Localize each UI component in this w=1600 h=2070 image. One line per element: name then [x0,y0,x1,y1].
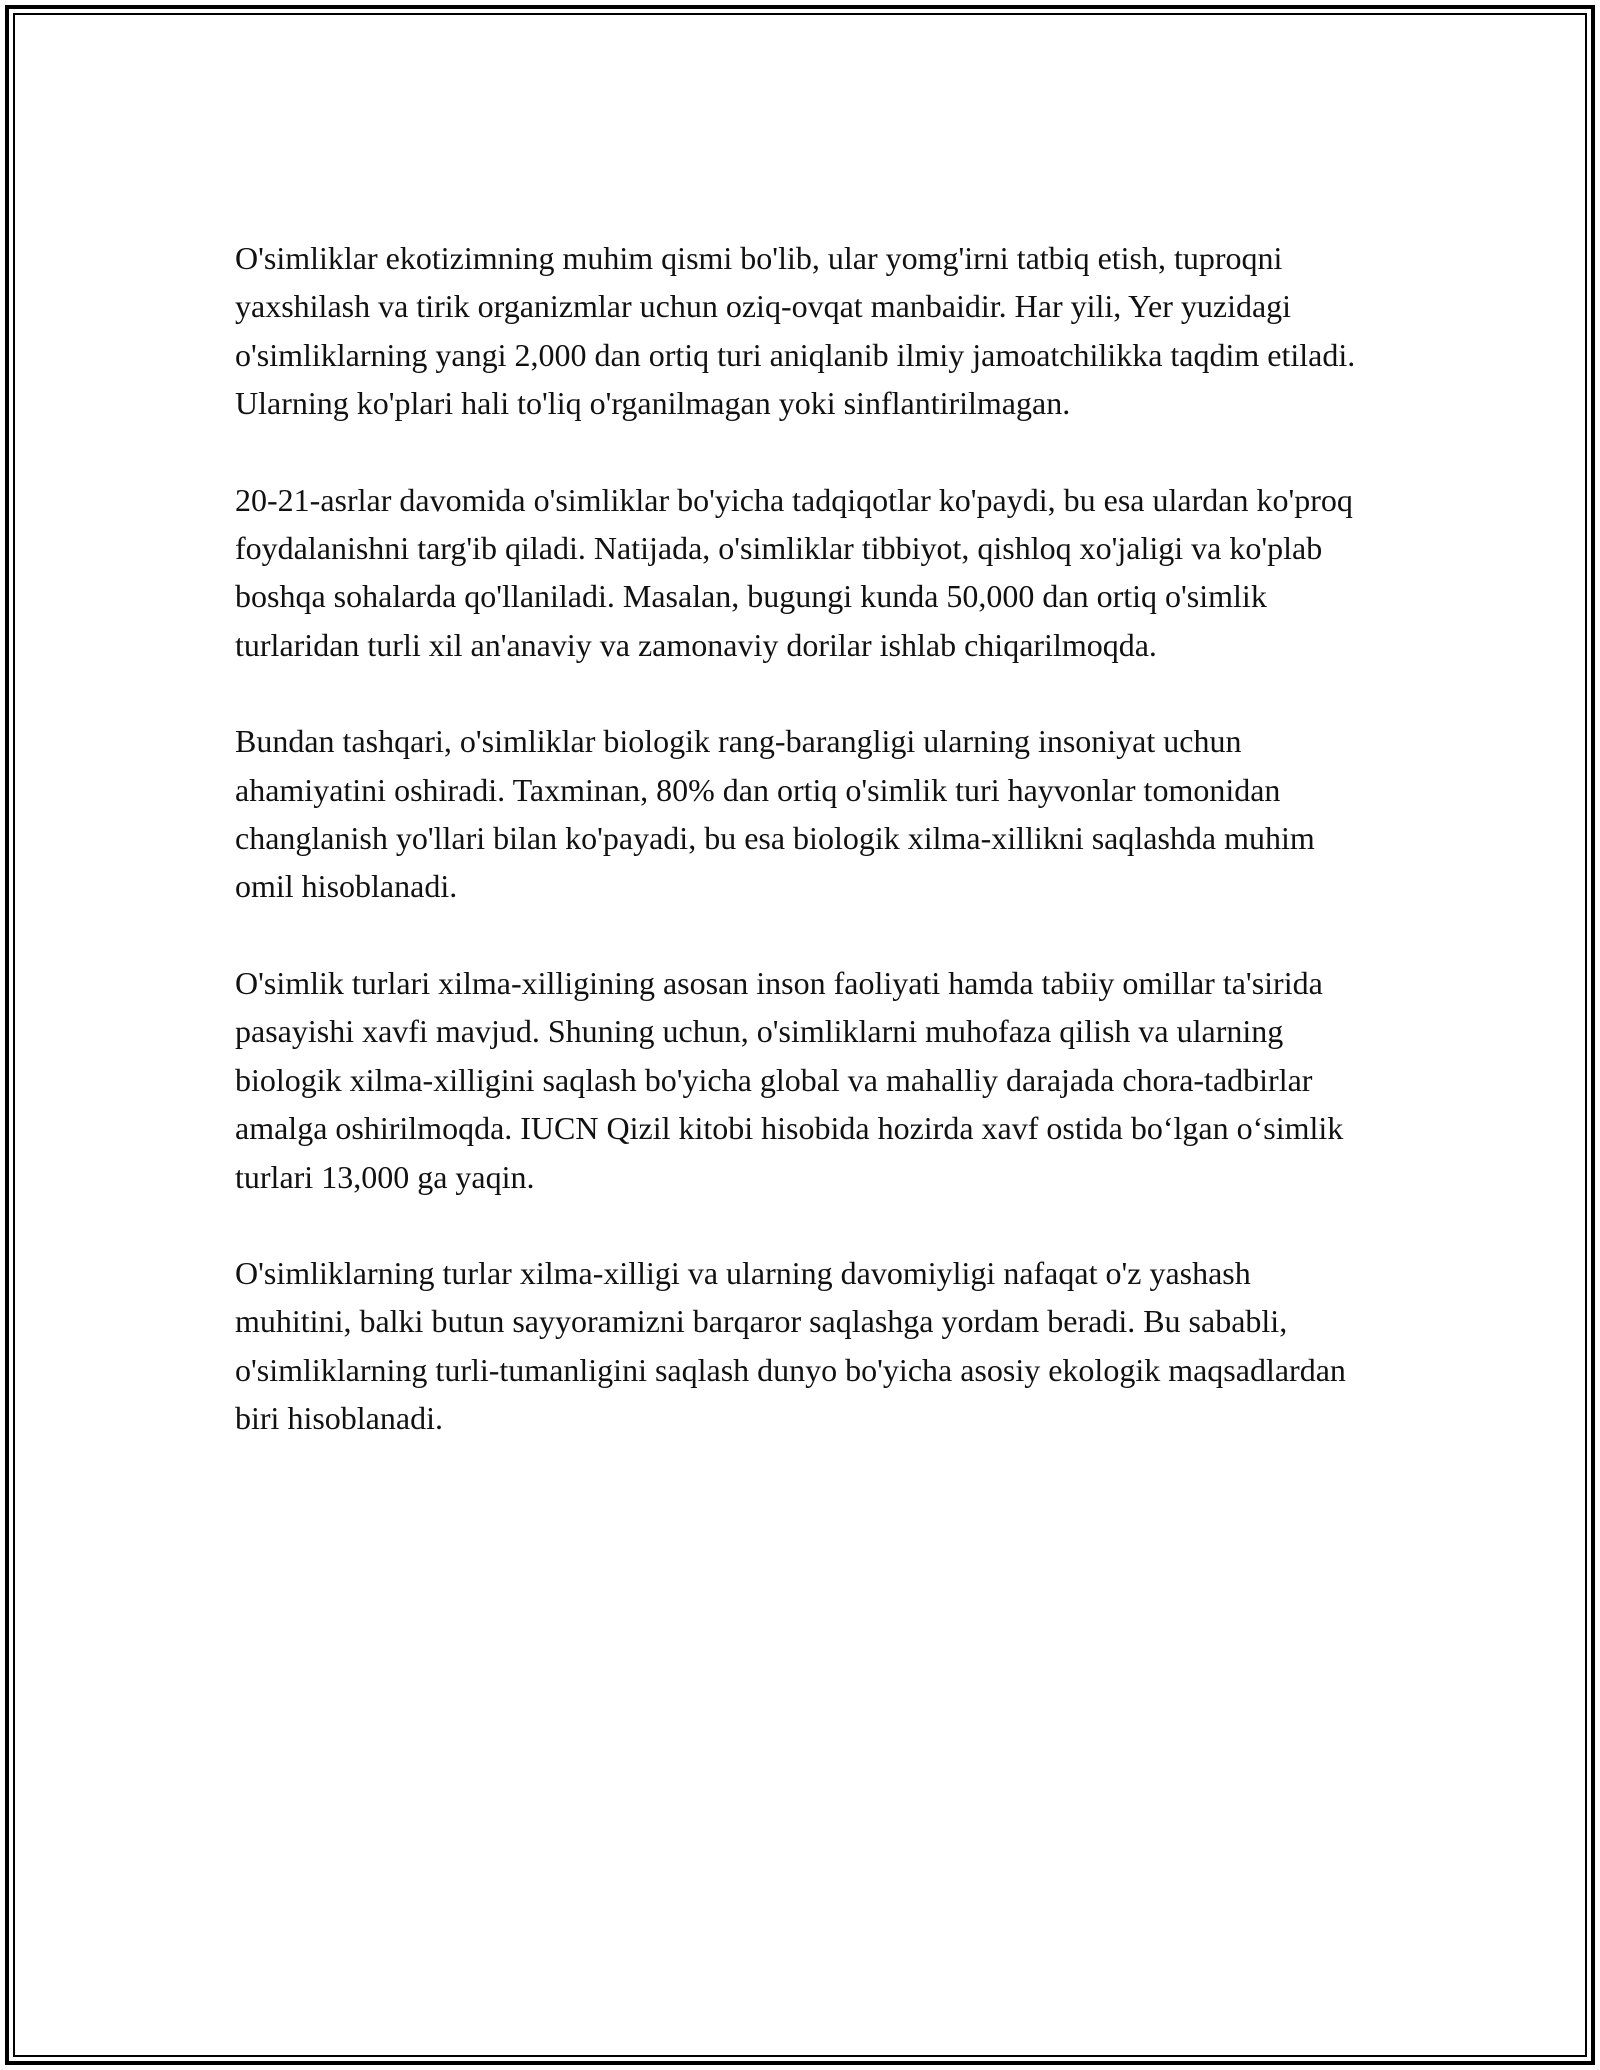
paragraph-5: O'simliklarning turlar xilma-xilligi va ularning davomiyligi nafaqat o'z yashash muhitini, balki butun sayyoramizni barqaror saqlashga yordam beradi. Bu sababli, o'simliklarning turli-tumanligini saqlash dunyo bo'yicha asosiy ekologik maqsadlardan biri hisoblanadi. [235,1254,1346,1437]
paragraph-1: O'simliklar ekotizimning muhim qismi bo'lib, ular yomg'irni tatbiq etish, tuproqni yaxshilash va tirik organizmlar uchun oziq-ovqat manbaidir. Har yili, Yer yuzidagi o'simliklarning yangi 2,000 dan ortiq turi aniqlanib ilmiy jamoatchilikka taqdim etiladi. Ularning ko'plari hali to'liq o'rganilmagan yoki sinflantirilmagan. [235,240,1356,422]
paragraph-4: O'simlik turlari xilma-xilligining asosan inson faoliyati hamda tabiiy omillar ta'sirida pasayishi xavfi mavjud. Shuning uchun, o'simliklarni muhofaza qilish va ularning biologik xilma-xilligini saqlash bo'yicha global va mahalliy darajada chora-tadbirlar amalga oshirilmoqda. IUCN Qizil kitobi hisobida hozirda xavf ostida bo‘lgan o‘simlik turlari 13,000 ga yaqin. [235,964,1344,1195]
document-body [235,234,1365,1491]
paragraph-2: 20-21-asrlar davomida o'simliklar bo'yicha tadqiqotlar ko'paydi, bu esa ulardan ko'proq foydalanishni targ'ib qiladi. Natijada, o'simliklar tibbiyot, qishloq xo'jaligi va ko'plab boshqa sohalarda qo'llaniladi. Masalan, bugungi kunda 50,000 dan ortiq o'simlik turlaridan turli xil an'anaviy va zamonaviy dorilar ishlab chiqarilmoqda. [235,481,1353,663]
paragraph-3: Bundan tashqari, o'simliklar biologik rang-barangligi ularning insoniyat uchun ahamiyatini oshiradi. Taxminan, 80% dan ortiq o'simlik turi hayvonlar tomonidan changlanish yo'llari bilan ko'payadi, bu esa biologik xilma-xillikni saqlashda muhim omil hisoblanadi. [235,723,1315,905]
